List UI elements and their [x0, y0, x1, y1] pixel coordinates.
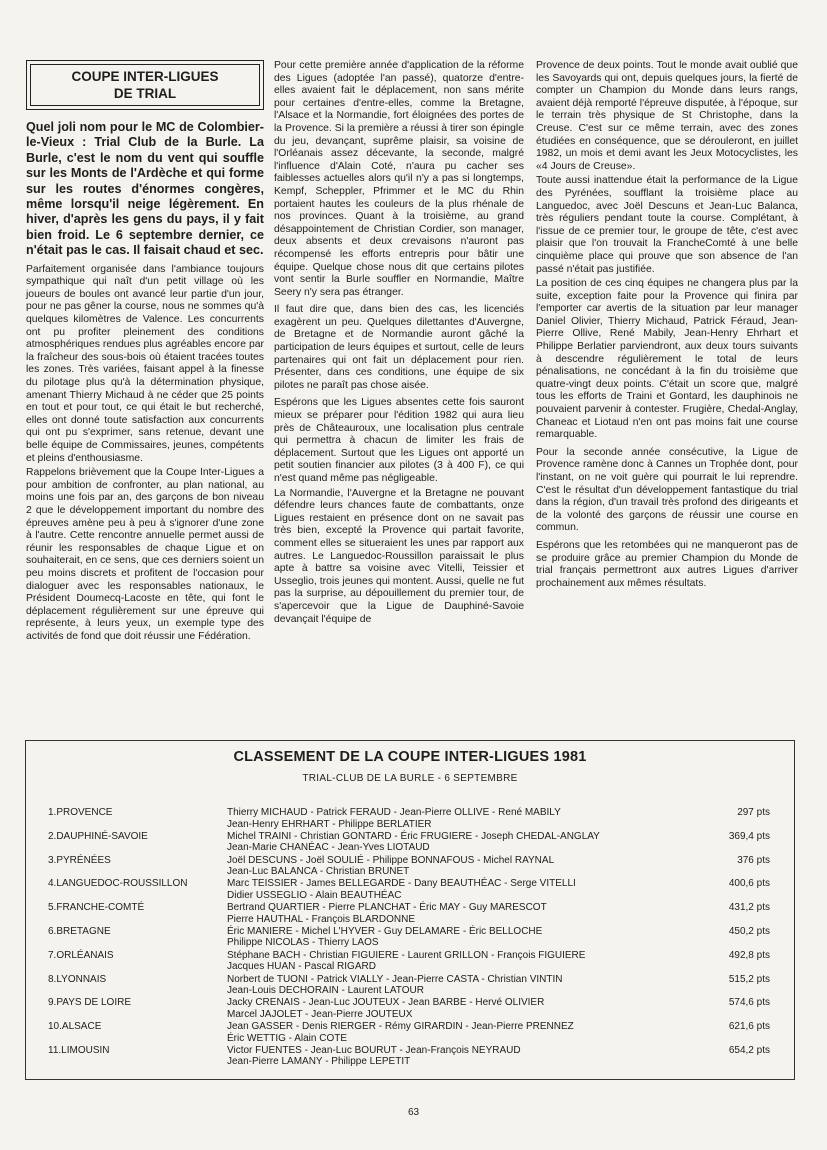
riders-line-1: Éric MANIERE - Michel L'HYVER - Guy DELAMARE - Éric BELLOCHE: [227, 925, 543, 937]
table-row: [26, 926, 794, 950]
results-box: [25, 740, 795, 1080]
team-riders: [227, 926, 707, 949]
team-points: 450,2 pts: [728, 925, 770, 937]
team-riders: [227, 831, 707, 854]
riders-line-2: Jean-Luc BALANCA - Christian BRUNET: [227, 866, 410, 878]
team-riders: [227, 807, 707, 830]
team-rank: 2.DAUPHINÉ-SAVOIE: [48, 830, 148, 842]
article-paragraph: Espérons que les Ligues absentes cette fois sauront mieux se préparer pour l'édition 1982 qui aura lieu près de Châteauroux, une localisation plus centrale qui permettra à chacun de limiter les frais de déplacement. Surtout que les Ligues ont apporté un petit soutien financier aux pilotes (3 à 400 F), ce qui n'est quand même pas négligeable.: [274, 397, 524, 484]
team-riders: [227, 902, 707, 925]
article-lead: Quel joli nom pour le MC de Colombier-le-Vieux : Trial Club de la Burle. La Burle, c'est le nom du vent qui souffle sur les Monts de l'Ardèche et qui forme sur les routes d'énormes congères, même lorsqu'il neige légèrement. En hiver, d'après les gens du pays, il y fait bien froid. Le 6 septembre dernier, ce n'était pas le cas. Il faisait chaud et sec.: [26, 120, 264, 258]
table-row: [26, 878, 794, 902]
article-paragraph: Parfaitement organisée dans l'ambiance toujours sympathique qui naît d'un petit village où les joueurs de boules ont avancé leur partie d'un jour, pour ne pas gêner la course, nous ne sommes qu'à quelques kilomètres de Valence. Les concurrents ont pu profiter pleinement des conditions atmosphériques rendues plus agréables encore par la fraîcheur des sous-bois où étaient tracées toutes les zones. Très variées, faisant appel à la finesse du pilotage plus qu'à la détermination physique, amenant Thierry Michaud à ne céder que 25 points en tout et pour tout, ce qui était le but recherché, elles ont donné toute satisfaction aux concurrents qui ont pu s'exprimer, sans retenue, devant une belle équipe de Commissaires, jeunes, compétents et pleins d'enthousiasme.: [26, 263, 264, 464]
table-row: [26, 831, 794, 855]
table-row: [26, 1021, 794, 1045]
team-rank: 1.PROVENCE: [48, 807, 113, 818]
table-row: [26, 974, 794, 998]
riders-line-2: Philippe NICOLAS - Thierry LAOS: [227, 937, 379, 949]
riders-line-1: Michel TRAINI - Christian GONTARD - Éric FRUGIERE - Joseph CHEDAL-ANGLAY: [227, 830, 600, 842]
team-riders: [227, 974, 707, 997]
team-rank: 9.PAYS DE LOIRE: [48, 997, 131, 1009]
team-rank: 11.LIMOUSIN: [48, 1044, 110, 1056]
results-subtitle: TRIAL-CLUB DE LA BURLE - 6 SEPTEMBRE: [302, 773, 518, 784]
team-points: 492,8 pts: [728, 949, 770, 961]
riders-line-2: Pierre HAUTHAL - François BLARDONNE: [227, 913, 416, 925]
riders-line-1: Norbert de TUONI - Patrick VIALLY - Jean-Pierre CASTA - Christian VINTIN: [227, 973, 563, 985]
article-paragraph: La Normandie, l'Auvergne et la Bretagne ne pouvant défendre leurs chances faute de combattants, onze Ligues restaient en présence dont on ne savait pas très bien, excepté la Provence qui partait favorite, comment elles se situeraient les unes par rapport aux autres. Le Languedoc-Roussillon paraissait le plus apte à battre sa voisine avec Vitelli, Teissier et Usseglio, trois jeunes qui montent. Aussi, quelle ne fut pas la surprise, au dépouillement du premier tour, de s'apercevoir que la Ligue de Dauphiné-Savoie devançait l'équipe de: [274, 487, 524, 625]
team-riders: [227, 1021, 707, 1044]
riders-line-2: Éric WETTIG - Alain COTE: [227, 1032, 348, 1044]
table-row: [26, 997, 794, 1021]
riders-line-1: Bertrand QUARTIER - Pierre PLANCHAT - Éric MAY - Guy MARESCOT: [227, 902, 547, 914]
team-points: 376 pts: [737, 854, 770, 866]
article-title-box: [26, 60, 264, 110]
table-row: [26, 1045, 794, 1069]
team-rank: 10.ALSACE: [48, 1021, 102, 1033]
team-rank: 6.BRETAGNE: [48, 925, 111, 937]
team-riders: [227, 878, 707, 901]
article-paragraph: Espérons que les retombées qui ne manqueront pas de se produire grâce au premier Champion du Monde de trial français permettront aux autres Ligues d'arriver prochainement aux mêmes résultats.: [536, 539, 798, 589]
team-rank: 5.FRANCHE-COMTÉ: [48, 902, 145, 914]
riders-line-2: Jacques HUAN - Pascal RIGARD: [227, 961, 376, 973]
article-title: [30, 64, 260, 106]
article-title-line-2: DE TRIAL: [113, 86, 177, 101]
team-rank: 4.LANGUEDOC-ROUSSILLON: [48, 878, 188, 890]
riders-line-2: Jean-Louis DECHORAIN - Laurent LATOUR: [227, 985, 424, 997]
table-row: [26, 807, 794, 831]
table-row: [26, 950, 794, 974]
results-table: [26, 807, 794, 1069]
article-paragraph: Toute aussi inattendue était la performance de la Ligue des Pyrénées, soufflant la troisième place au Languedoc, avec Joël Descuns et Jean-Luc Balanca, très réguliers pendant toute la course. Complétant, à l'issue de ce premier tour, le groupe de tête, c'est avec plaisir que l'on trouvait la FrancheComté à une belle cinquième place qui prouve que son absence de l'an passé n'était pas justifiée.: [536, 175, 798, 275]
team-riders: [227, 855, 707, 878]
riders-line-2: Didier USSEGLIO - Alain BEAUTHÉAC: [227, 889, 402, 901]
team-points: 621,6 pts: [728, 1021, 770, 1033]
team-rank: 8.LYONNAIS: [48, 973, 107, 985]
results-title: CLASSEMENT DE LA COUPE INTER-LIGUES 1981: [233, 749, 587, 765]
article-title-line-1: COUPE INTER-LIGUES: [71, 69, 219, 84]
article-paragraph: Rappelons brièvement que la Coupe Inter-Ligues a pour ambition de confronter, au plan national, au moins une fois par an, des garçons de bon niveau 2 que le développement important du nombre des épreuves amène peu à peu à s'ignorer d'une zone à l'autre. Cette rencontre annuelle permet aussi de réunir les responsables de chaque Ligue et on souhaiterait, en ce sens, que ces derniers soient un peu moins discrets et profitent de l'occasion pour dialoguer avec les responsables nationaux, le Président Doumecq-Lacoste en tête, qui font le déplacement régulièrement sur une épreuve qui représente, à leurs yeux, un exemple type des activités de fond que doit réussir une Fédération.: [26, 467, 264, 642]
riders-line-2: Jean-Henry EHRHART - Philippe BERLATIER: [227, 818, 432, 830]
riders-line-1: Joël DESCUNS - Joël SOULIÉ - Philippe BONNAFOUS - Michel RAYNAL: [227, 854, 555, 866]
riders-line-1: Thierry MICHAUD - Patrick FERAUD - Jean-Pierre OLLIVE - René MABILY: [227, 807, 561, 818]
team-rank: 3.PYRÉNÉES: [48, 854, 111, 866]
team-rank: 7.ORLÉANAIS: [48, 949, 114, 961]
riders-line-1: Jean GASSER - Denis RIERGER - Rémy GIRARDIN - Jean-Pierre PRENNEZ: [227, 1021, 574, 1033]
team-riders: [227, 1045, 707, 1068]
team-points: 654,2 pts: [728, 1044, 770, 1056]
article-column-3: [536, 60, 798, 595]
table-row: [26, 902, 794, 926]
team-points: 297 pts: [737, 807, 770, 818]
riders-line-1: Stéphane BACH - Christian FIGUIERE - Laurent GRILLON - François FIGUIERE: [227, 949, 586, 961]
table-row: [26, 855, 794, 879]
team-points: 431,2 pts: [728, 902, 770, 914]
page-number: 63: [407, 1107, 420, 1118]
article-paragraph: Pour cette première année d'application de la réforme des Ligues (adoptée l'an passé), quatorze d'entre-elles avaient fait le déplacement, non sans mérite pour certaines d'entre-elles, comme la Bretagne, l'Alsace et la Normandie, fort éloignées des portes de la Provence. Si la première a réussi à tirer son épingle du jeu, devançant, suprême plaisir, sa voisine de l'Orléanais assez décevante, la seconde, malgré l'influence d'Alain Coté, n'aura pu cacher ses faiblesses actuelles alors qu'il n'y a pas si longtemps, Kempf, Scheppler, Pfrimmer et le MC du Rhin portaient hautes les couleurs de la plus rhénale de nos provinces. Quant à la troisième, au grand désappointement de Christian Cordier, son manager, deux absents et deux crevaisons n'auront pas récompensé les efforts entrepris pour bâtir une équipe. Quelque chose nous dit que certains pilotes vont sentir la Burle souffler en Normandie, Maître Seery n'y sera pas étranger.: [274, 60, 524, 298]
article-paragraph: Pour la seconde année consécutive, la Ligue de Provence ramène donc à Cannes un Trophée dont, pour l'instant, on ne voit guère qui pourrait le lui reprendre. C'est le résultat d'un développement fantastique du trial dans la région, d'un travail très profond des dirigeants et de la volonté des garçons de réussir une course en commun.: [536, 446, 798, 534]
article-paragraph: La position de ces cinq équipes ne changera plus par la suite, exception faite pour la Provence qui finira par l'emporter car avertis de la situation par leur manager Daniel Olivier, Thierry Michaud, Patrick Féraud, Jean-Pierre Ollive, René Mabily, Jean-Henry Ehrhart et Philippe Berlatier parviendront, aux deux tours suivants à descendre régulièrement le total de leurs pénalisations, ne concédant à la fin du troisième que quatre-vingt deux points. C'était un score que, malgré tous les efforts de Traini et Gontard, les dauphinois ne pouvaient parvenir à contester. Frugière, Chedal-Anglay, Chaneac et Liotaud n'en ont pas moins fait une course remarquable.: [536, 278, 798, 441]
article-paragraph: Il faut dire que, dans bien des cas, les licenciés exagèrent un peu. Quelques dilettantes d'Auvergne, de Bretagne et de Normandie auront gâché la participation de leurs équipes et surtout, celle de leurs partenaires qui ont fait un déplacement pour rien. Présenter, dans ces conditions, une équipe de six pilotes ne paraît pas chose aisée.: [274, 304, 524, 391]
riders-line-2: Jean-Marie CHANÉAC - Jean-Yves LIOTAUD: [227, 842, 430, 854]
team-points: 369,4 pts: [728, 830, 770, 842]
riders-line-1: Marc TEISSIER - James BELLEGARDE - Dany BEAUTHÉAC - Serge VITELLI: [227, 878, 576, 890]
article-column-1: [26, 60, 264, 648]
article-column-2: [274, 60, 524, 631]
riders-line-2: Marcel JAJOLET - Jean-Pierre JOUTEUX: [227, 1008, 413, 1020]
team-points: 515,2 pts: [728, 973, 770, 985]
riders-line-2: Jean-Pierre LAMANY - Philippe LEPETIT: [227, 1056, 411, 1068]
team-riders: [227, 950, 707, 973]
team-points: 400,6 pts: [728, 878, 770, 890]
article-paragraph: Provence de deux points. Tout le monde avait oublié que les Savoyards qui ont, depuis quelques jours, la fierté de compter un Champion du Monde dans leurs rangs, avaient déjà remporté l'épreuve disputée, à l'époque, sur le terrain très physique de St Christophe, dans la Creuse. C'est sur ce même terrain, avec des zones étudiées en conséquence, que se dérouleront, en juillet 1982, un mois et demi avant les Jeux Motocyclistes, les «4 Jours de Creuse».: [536, 60, 798, 172]
team-riders: [227, 997, 707, 1020]
riders-line-1: Jacky CRENAIS - Jean-Luc JOUTEUX - Jean BARBE - Hervé OLIVIER: [227, 997, 545, 1009]
riders-line-1: Victor FUENTES - Jean-Luc BOURUT - Jean-François NEYRAUD: [227, 1044, 521, 1056]
team-points: 574,6 pts: [728, 997, 770, 1009]
